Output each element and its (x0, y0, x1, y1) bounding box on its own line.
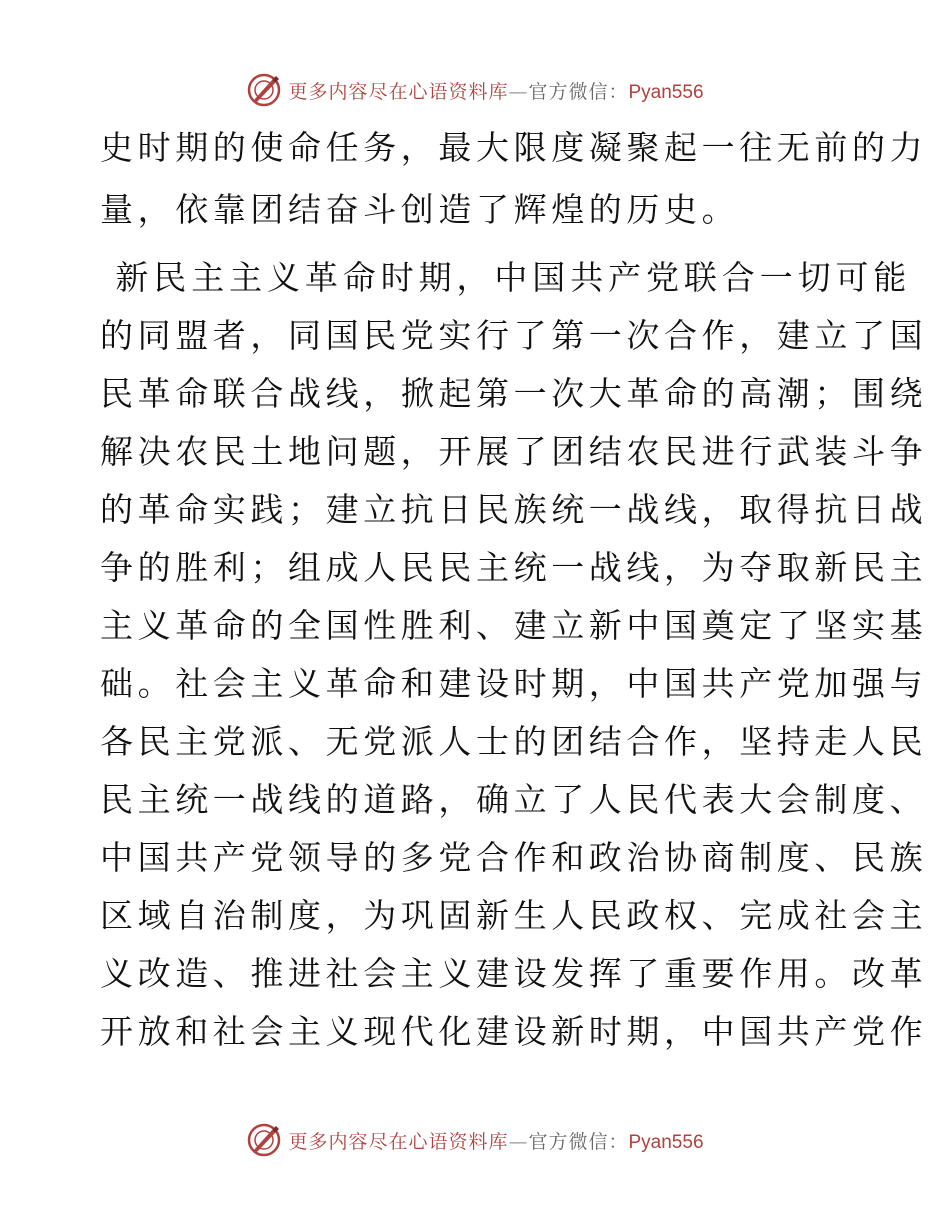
footer-wechat-id: Pyan556 (628, 1131, 704, 1153)
brand-logo-icon (246, 72, 282, 108)
header-text (288, 77, 703, 104)
text-line: 民革命联合战线，掀起第一次大革命的高潮；围绕 (100, 374, 928, 413)
header-wechat-id: Pyan556 (628, 81, 704, 103)
footer-dash: — (508, 1130, 529, 1153)
header-banner (0, 70, 950, 110)
text-line: 中国共产党领导的多党合作和政治协商制度、民族 (100, 838, 928, 877)
text-line: 量，依靠团结奋斗创造了辉煌的历史。 (100, 190, 740, 229)
text-line: 民主统一战线的道路，确立了人民代表大会制度、 (100, 780, 928, 819)
header-dash: — (508, 80, 529, 103)
text-line: 新民主主义革命时期，中国共产党联合一切可能 (100, 258, 912, 297)
text-line: 开放和社会主义现代化建设新时期，中国共产党作 (100, 1012, 928, 1051)
header-wechat-label: 官方微信： (528, 80, 629, 103)
text-line: 各民主党派、无党派人士的团结合作，坚持走人民 (100, 722, 928, 761)
brand-logo-icon (246, 1122, 282, 1158)
footer-wechat-label: 官方微信： (528, 1130, 629, 1153)
text-line: 解决农民土地问题，开展了团结农民进行武装斗争 (100, 432, 928, 471)
text-line: 主义革命的全国性胜利、建立新中国奠定了坚实基 (100, 606, 928, 645)
text-line: 的同盟者，同国民党实行了第一次合作，建立了国 (100, 316, 928, 355)
text-line: 区域自治制度，为巩固新生人民政权、完成社会主 (100, 896, 928, 935)
text-line: 的革命实践；建立抗日民族统一战线，取得抗日战 (100, 490, 928, 529)
text-line: 义改造、推进社会主义建设发挥了重要作用。改革 (100, 954, 928, 993)
text-line: 础。社会主义革命和建设时期，中国共产党加强与 (100, 664, 928, 703)
footer-banner (0, 1120, 950, 1160)
footer-brand: 更多内容尽在心语资料库 (288, 1130, 509, 1153)
header-brand: 更多内容尽在心语资料库 (288, 80, 509, 103)
text-line: 争的胜利；组成人民民主统一战线，为夺取新民主 (100, 548, 928, 587)
footer-text (288, 1127, 703, 1154)
text-line: 史时期的使命任务，最大限度凝聚起一往无前的力 (100, 128, 928, 167)
